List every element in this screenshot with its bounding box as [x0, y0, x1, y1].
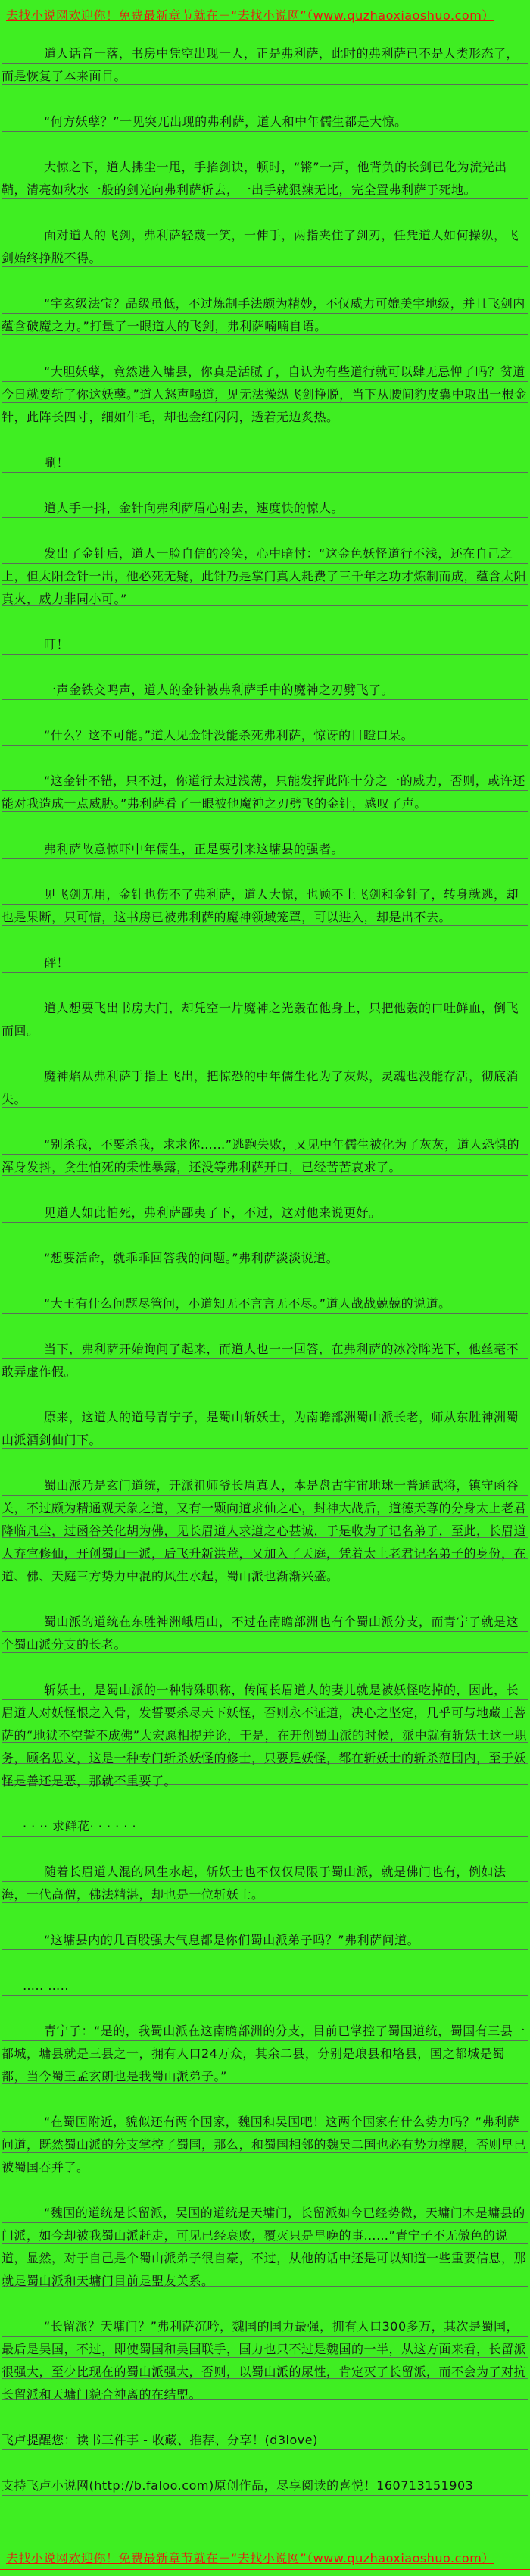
site-banner-link-bottom[interactable]: 去找小说网欢迎你！免费最新章节就在－“去找小说网”（www.quzhaoxiaoshuo.com）: [0, 2550, 530, 2570]
novel-reader-page: [0, 8, 530, 2576]
paragraph: 一声金铁交鸣声，道人的金针被弗利萨手中的魔神之刃劈飞了。: [2, 679, 528, 702]
paragraph: 见道人如此怕死，弗利萨鄙夷了下，不过，这对他来说更好。: [2, 1202, 528, 1224]
paragraph: 蜀山派的道统在东胜神洲峨眉山，不过在南瞻部洲也有个蜀山派分支，而青宁子就是这个蜀山派分支的长老。: [2, 1611, 528, 1656]
paragraph: “在蜀国附近，貌似还有两个国家，魏国和吴国吧！这两个国家有什么势力吗？”弗利萨问道，既然蜀山派的分支掌控了蜀国，那么，和蜀国相邻的魏吴二国也必有势力撑腰，否则早已被蜀国吞并了。: [2, 2111, 528, 2179]
paragraph: “这金针不错，只不过，你道行太过浅薄，只能发挥此阵十分之一的威力，否则，或许还能对我造成一点威胁。”弗利萨看了一眼被他魔神之刃劈飞的金针，感叹了声。: [2, 770, 528, 815]
paragraph: 弗利萨故意惊吓中年儒生，正是要引来这墉县的强者。: [2, 838, 528, 861]
chapter-paragraphs: [2, 42, 528, 2406]
paragraph: “别杀我，不要杀我，求求你……”逃跑失败，又见中年儒生被化为了灰灰，道人恐惧的浑身发抖，贪生怕死的秉性暴露，还没等弗利萨开口，已经苦苦哀求了。: [2, 1133, 528, 1179]
paragraph: “魏国的道统是长留派，吴国的道统是天墉门，长留派如今已经势微，天墉门本是墉县的门派，如今却被我蜀山派赶走，可见已经衰败，覆灭只是早晚的事……”青宁子不无傲色的说道，显然，对于自己是个蜀山派弟子很自豪，不过，从他的话中还是可以知道一些重要信息，那就是蜀山派和天墉门目前是盟友关系。: [2, 2202, 528, 2293]
support-site-note: 支持飞卢小说网(http://b.faloo.com)原创作品，尽享阅读的喜悦！160713151903: [2, 2474, 528, 2497]
paragraph: 蜀山派乃是玄门道统，开派祖师爷长眉真人，本是盘古宇宙地球一普通武将，镇守函谷关，不过颇为精通观天象之道，又有一颗向道求仙之心，封神大战后，道德天尊的分身太上老君降临凡尘，过函谷关化胡为佛，见长眉道人求道之心甚诚，于是收为了记名弟子，至此，长眉道人弃官修仙，开创蜀山一派，后飞升新洪荒，又加入了天庭，凭着太上老君记名弟子的身份，在道、佛、天庭三方势力中混的风生水起，蜀山派也渐渐兴盛。: [2, 1474, 528, 1588]
paragraph: 唰！: [2, 452, 528, 474]
divider-line: ….. …..: [2, 1974, 528, 1997]
paragraph: “大胆妖孽，竟然进入墉县，你真是活腻了，自认为有些道行就可以肆无忌惮了吗？贫道今日就要斩了你这妖孽。”道人怒声喝道，见无法操纵飞剑挣脱，当下从腰间豹皮囊中取出一根金针，此阵长四寸，细如牛毛，却也金红闪闪，透着无边炙热。: [2, 361, 528, 429]
paragraph: 青宁子：“是的，我蜀山派在这南瞻部洲的分支，目前已掌控了蜀国道统，蜀国有三县一都城，墉县就是三县之一，拥有人口24万众，其余二县，分别是琅县和垎县，国之都城是蜀都，当今蜀王孟玄朗也是我蜀山派弟子。”: [2, 2020, 528, 2088]
paragraph: 砰！: [2, 952, 528, 974]
paragraph: 大惊之下，道人拂尘一甩，手掐剑诀，顿时，“锵”一声，他背负的长剑已化为流光出鞘，清亮如秋水一般的剑光向弗利萨斩去，一出手就狠辣无比，完全置弗利萨于死地。: [2, 156, 528, 202]
paragraph: “长留派？天墉门？”弗利萨沉吟，魏国的国力最强，拥有人口300多万，其次是蜀国，最后是吴国，不过，即使蜀国和吴国联手，国力也只不过是魏国的一半，从这方面来看，长留派很强大，至少比现在的蜀山派强大，否则，以蜀山派的尿性，肯定灭了长留派，而不会为了对抗长留派和天墉门貌合神离的在结盟。: [2, 2315, 528, 2406]
site-banner-link-top[interactable]: 去找小说网欢迎你！免费最新章节就在－“去找小说网”（www.quzhaoxiaoshuo.com）: [0, 8, 530, 27]
paragraph: “宇玄级法宝？品级虽低，不过炼制手法颇为精妙，不仅威力可媲美宇地级，并且飞剑内蕴含破魔之力。”打量了一眼道人的飞剑，弗利萨喃喃自语。: [2, 292, 528, 338]
divider-line: · · ·· 求鲜花· · · · · ·: [2, 1815, 528, 1838]
paragraph: 魔神焰从弗利萨手指上飞出，把惊恐的中年儒生化为了灰烬，灵魂也没能存活，彻底消失。: [2, 1065, 528, 1111]
chapter-content: [0, 27, 530, 2497]
paragraph: 发出了金针后，道人一脸自信的冷笑，心中暗忖：“这金色妖怪道行不浅，还在自己之上，但太阳金针一出，他必死无疑，此针乃是掌门真人耗费了三千年之功才炼制而成，蕴含太阳真火，威力非同小可。”: [2, 542, 528, 611]
paragraph: “这墉县内的几百股强大气息都是你们蜀山派弟子吗？”弗利萨问道。: [2, 1929, 528, 1952]
paragraph: 随着长眉道人混的风生水起，斩妖士也不仅仅局限于蜀山派，就是佛门也有，例如法海，一代高僧，佛法精湛，却也是一位斩妖士。: [2, 1861, 528, 1906]
paragraph: “何方妖孽？”一见突兀出现的弗利萨，道人和中年儒生都是大惊。: [2, 111, 528, 133]
paragraph: 当下，弗利萨开始询问了起来，而道人也一一回答，在弗利萨的冰冷眸光下，他丝毫不敢弄虚作假。: [2, 1338, 528, 1383]
paragraph: “想要活命，就乖乖回答我的问题。”弗利萨淡淡说道。: [2, 1247, 528, 1270]
paragraph: “什么？这不可能。”道人见金针没能杀死弗利萨，惊讶的目瞪口呆。: [2, 724, 528, 747]
paragraph: 道人想要飞出书房大门，却凭空一片魔神之光轰在他身上，只把他轰的口吐鲜血，倒飞而回。: [2, 997, 528, 1043]
paragraph: 见飞剑无用，金针也伤不了弗利萨，道人大惊，也顾不上飞剑和金针了，转身就逃，却也是果断，只可惜，这书房已被弗利萨的魔神领域笼罩，可以进入，却是出不去。: [2, 883, 528, 929]
paragraph: 道人手一抖，金针向弗利萨眉心射去，速度快的惊人。: [2, 497, 528, 520]
paragraph: “大王有什么问题尽管问，小道知无不言言无不尽。”道人战战兢兢的说道。: [2, 1293, 528, 1315]
paragraph: 原来，这道人的道号青宁子，是蜀山斩妖士，为南瞻部洲蜀山派长老，师从东胜神洲蜀山派酒剑仙门下。: [2, 1406, 528, 1452]
paragraph: 面对道人的飞剑，弗利萨轻蔑一笑，一伸手，两指夹住了剑刃，任凭道人如何操纵，飞剑始终挣脱不得。: [2, 224, 528, 270]
reader-reminder-note: 飞卢提醒您：读书三件事 - 收藏、推荐、分享！(d3love): [2, 2429, 528, 2452]
paragraph: 道人话音一落，书房中凭空出现一人，正是弗利萨，此时的弗利萨已不是人类形态了，而是恢复了本来面目。: [2, 42, 528, 88]
paragraph: 斩妖士，是蜀山派的一种特殊职称，传闻长眉道人的妻儿就是被妖怪吃掉的，因此，长眉道人对妖怪恨之入骨，发誓要杀尽天下妖怪，否则永不证道，决心之坚定，几乎可与地藏王菩萨的“地狱不空誓不成佛”大宏愿相提并论，于是，在开创蜀山派的时候，派中就有斩妖士这一职务，顾名思义，这是一种专门斩杀妖怪的修士，只要是妖怪，都在斩妖士的斩杀范围内，至于妖怪是善还是恶，那就不重要了。: [2, 1679, 528, 1793]
paragraph: 叮！: [2, 633, 528, 656]
